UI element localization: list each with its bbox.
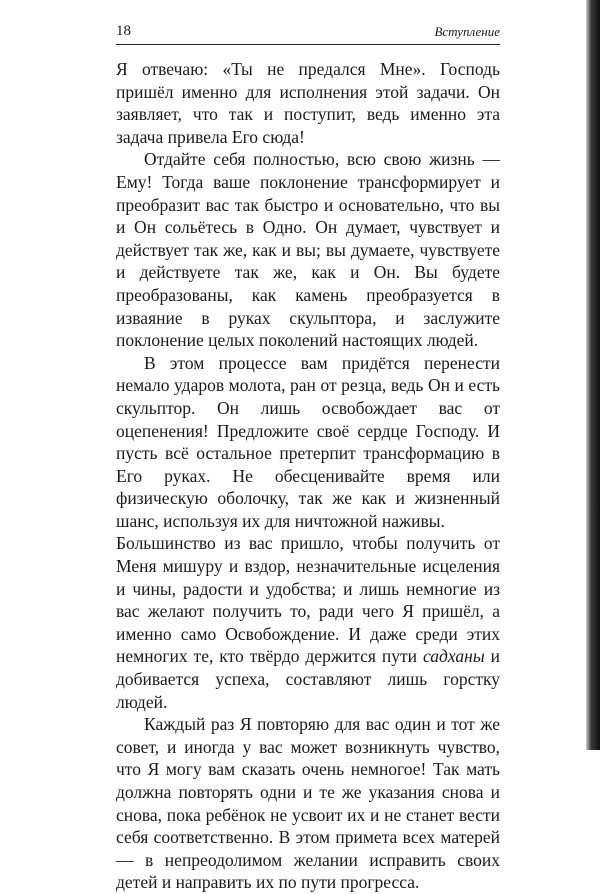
paragraph-4 (116, 532, 500, 713)
paragraph-1: Я отвечаю: «Ты не предался Мне». Господь пришёл именно для исполнения этой задачи. Он заявляет, что так и поступит, ведь именно эта задача привела Его сюда! (116, 59, 500, 147)
paragraph-5: Каждый раз Я повторяю для вас один и тот же совет, и иногда у вас может возникнуть чувство, что Я могу вам сказать очень немногое! Так мать должна повторять одни и те же указания снова и снова, пока ребёнок не усвоит их и не станет вести себя соответственно. В этом примета всех матерей — в непреодолимом желании исправить своих детей и направить их по пути прогресса. (116, 714, 500, 893)
paragraph-4-text-after: и добивается успеха, составляют лишь горстку людей. (116, 646, 500, 712)
paragraph-4-emphasis: садханы (422, 646, 485, 667)
body-text (116, 58, 500, 894)
paragraph-4-text-before: Большинство из вас пришло, чтобы получить от Меня мишуру и вздор, незначительные исцеления и чины, радости и удобства; и лишь немногие из вас желают получить то, ради чего Я пришёл, а именно само Освобождение. И даже среди этих немногих те, кто твёрдо держится пути (116, 533, 500, 667)
running-title: Вступление (434, 24, 500, 39)
header-rule (116, 44, 500, 45)
running-header (116, 20, 500, 44)
paragraph-2: Отдайте себя полностью, всю свою жизнь — Ему! Тогда ваше поклонение трансформирует и преобразит вас так быстро и основательно, что вы и Он сольётесь в Одно. Он думает, чувствует и действует так же, как и вы; вы думаете, чувствуете и действуете так же, как и Он. Вы будете преобразованы, как камень преобразуется в изваяние в руках скульптора, и заслужите поклонение целых поколений настоящих людей. (116, 149, 500, 351)
page-number: 18 (116, 23, 131, 39)
paragraph-3: В этом процессе вам придётся перенести немало ударов молота, ран от резца, ведь Он и есть скульптор. Он лишь освобождает вас от оцепенения! Предложите своё сердце Господу. И пусть всё остальное претерпит трансформацию в Его руках. Не обесценивайте время или физическую оболочку, так же как и жизненный шанс, используя их для ничтожной наживы. (116, 352, 500, 531)
page-edge-shadow (586, 0, 600, 750)
